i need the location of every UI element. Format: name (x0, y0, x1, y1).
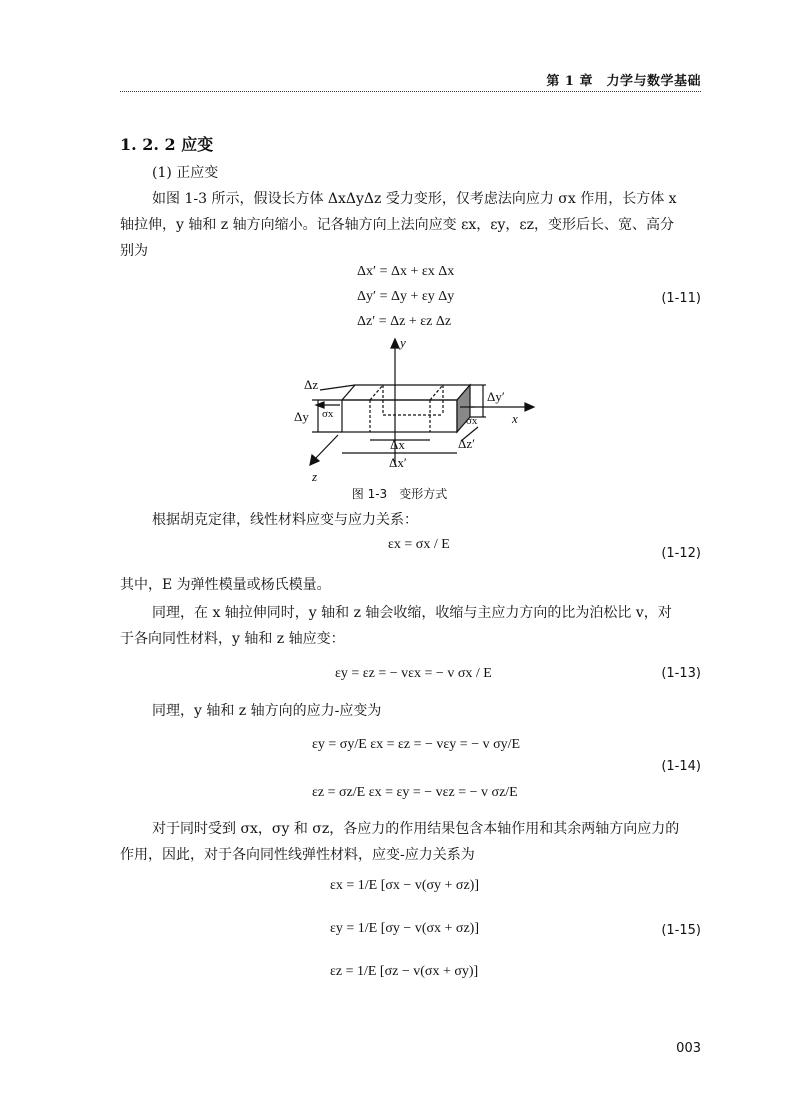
label-dz: Δz (304, 377, 319, 392)
box-front-face (342, 400, 457, 432)
chapter-header: 第 1 章 力学与数学基础 (546, 74, 701, 89)
label-y: y (400, 335, 406, 350)
equation-1-12: εx = σx / E (388, 537, 450, 552)
box-top-face (342, 385, 470, 400)
figure-caption: 图 1-3 变形方式 (351, 487, 448, 501)
y-axis-arrow (391, 339, 399, 348)
paragraph-intro-line1: 如图 1-3 所示，假设长方体 ΔxΔyΔz 受力变形，仅考虑法向应力 σx 作用，长方体 x (152, 191, 677, 207)
dz-dimension (320, 385, 355, 390)
label-dzp: Δz′ (458, 436, 475, 451)
equation-number-1-15: (1-15) (661, 923, 701, 938)
label-x: x (512, 411, 518, 426)
equation-1-13: εy = εz = − vεx = − v σx / E (335, 666, 492, 681)
equation-1-15-line3: εz = 1/E [σz − v(σx + σy)] (330, 964, 479, 979)
equation-1-11-line3: Δz′ = Δz + εz Δz (357, 314, 452, 329)
paragraph-modulus: 其中，E 为弹性模量或杨氏模量。 (120, 577, 331, 593)
label-sigma-left: σx (322, 408, 334, 420)
equation-1-11-line1: Δx′ = Δx + εx Δx (357, 264, 455, 279)
paragraph-poisson-line2: 于各向同性材料，y 轴和 z 轴应变： (120, 631, 345, 647)
x-axis-arrow (525, 403, 534, 411)
paragraph-intro-line2: 轴拉伸，y 轴和 z 轴方向缩小。记各轴方向上法向应变 εx，εy，εz，变形后长、宽、高分 (120, 217, 675, 233)
equation-number-1-11: (1-11) (661, 291, 701, 306)
equation-1-14-line2: εz = σz/E εx = εy = − vεz = − v σz/E (312, 785, 518, 800)
label-sigma-right: σx (466, 415, 478, 427)
page-number: 003 (676, 1041, 701, 1056)
label-dy: Δy (294, 409, 309, 424)
paragraph-yz-strain: 同理，y 轴和 z 轴方向的应力-应变为 (152, 703, 382, 719)
deformed-outline (370, 385, 443, 432)
paragraph-poisson-line1: 同理，在 x 轴拉伸同时，y 轴和 z 轴会收缩，收缩与主应力方向的比为泊松比 v，对 (152, 605, 672, 621)
label-z: z (312, 469, 318, 484)
paragraph-combined-line2: 作用，因此，对于各向同性线弹性材料，应变-应力关系为 (120, 847, 475, 863)
header-divider (120, 91, 701, 92)
equation-1-14-line1: εy = σy/E εx = εz = − vεy = − v σy/E (312, 737, 521, 752)
equation-1-11-line2: Δy′ = Δy + εy Δy (357, 289, 455, 304)
equation-1-15-line1: εx = 1/E [σx − v(σy + σz)] (330, 878, 480, 893)
equation-1-15-line2: εy = 1/E [σy − v(σx + σz)] (330, 921, 480, 936)
deformation-figure (290, 335, 540, 485)
paragraph-combined-line1: 对于同时受到 σx，σy 和 σz，各应力的作用结果包含本轴作用和其余两轴方向应力的 (152, 821, 680, 837)
equation-number-1-14: (1-14) (661, 759, 701, 774)
label-dx: Δx (390, 437, 405, 452)
section-title: 1. 2. 2 应变 (120, 135, 214, 154)
label-dxp: Δx′ (389, 455, 407, 470)
label-dyp: Δy′ (487, 389, 505, 404)
paragraph-normal-strain: (1) 正应变 (152, 165, 219, 181)
equation-number-1-13: (1-13) (661, 666, 701, 681)
z-axis-line (314, 435, 338, 460)
paragraph-intro-line3: 别为 (120, 243, 148, 259)
equation-number-1-12: (1-12) (661, 546, 701, 561)
paragraph-hooke: 根据胡克定律，线性材料应变与应力关系： (152, 512, 418, 528)
